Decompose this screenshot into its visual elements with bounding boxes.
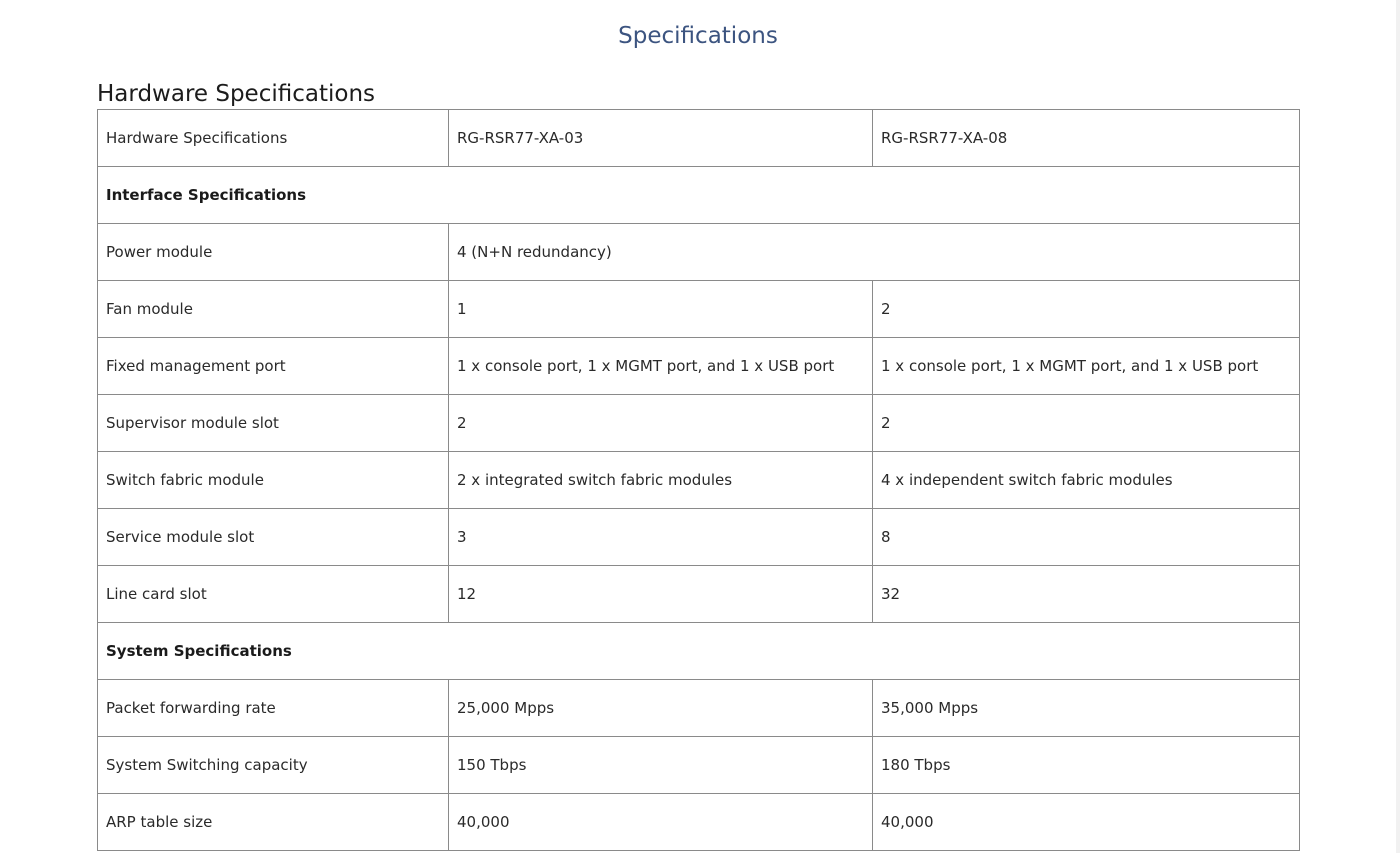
row-label: Fan module [98,281,449,338]
table-row [98,509,1300,566]
row-value-03: 12 [449,566,873,623]
table-row [98,680,1300,737]
row-label: Service module slot [98,509,449,566]
row-value-08: 35,000 Mpps [873,680,1300,737]
row-value-08: 32 [873,566,1300,623]
table-row [98,338,1300,395]
row-value-08: 2 [873,281,1300,338]
group-row-system [98,623,1300,680]
table-row [98,794,1300,851]
group-row-interface [98,167,1300,224]
row-value-08: 40,000 [873,794,1300,851]
section-heading: Hardware Specifications [97,81,376,107]
table-row [98,395,1300,452]
row-label: Switch fabric module [98,452,449,509]
row-value-08: 8 [873,509,1300,566]
group-title: System Specifications [98,623,1300,680]
table-header-row [98,110,1300,167]
row-value-08: 180 Tbps [873,737,1300,794]
table-row [98,224,1300,281]
group-title: Interface Specifications [98,167,1300,224]
table-row [98,737,1300,794]
row-label: Power module [98,224,449,281]
row-value-03: 3 [449,509,873,566]
row-value-03: 40,000 [449,794,873,851]
row-label: System Switching capacity [98,737,449,794]
row-value-08: 2 [873,395,1300,452]
page-scrollbar[interactable] [1396,0,1400,853]
row-label: ARP table size [98,794,449,851]
row-label: Fixed management port [98,338,449,395]
header-cell-model-03: RG-RSR77-XA-03 [449,110,873,167]
row-value-03: 1 x console port, 1 x MGMT port, and 1 x USB port [449,338,873,395]
header-cell-label: Hardware Specifications [98,110,449,167]
row-value-03: 150 Tbps [449,737,873,794]
row-value-03: 2 x integrated switch fabric modules [449,452,873,509]
row-value-merged: 4 (N+N redundancy) [449,224,1300,281]
spec-table [97,109,1300,851]
table-row [98,281,1300,338]
row-value-03: 2 [449,395,873,452]
row-label: Line card slot [98,566,449,623]
row-value-08: 4 x independent switch fabric modules [873,452,1300,509]
header-cell-model-08: RG-RSR77-XA-08 [873,110,1300,167]
row-label: Packet forwarding rate [98,680,449,737]
row-value-03: 1 [449,281,873,338]
table-row [98,452,1300,509]
page-title: Specifications [618,23,778,49]
row-value-03: 25,000 Mpps [449,680,873,737]
row-value-08: 1 x console port, 1 x MGMT port, and 1 x USB port [873,338,1300,395]
row-label: Supervisor module slot [98,395,449,452]
table-row [98,566,1300,623]
